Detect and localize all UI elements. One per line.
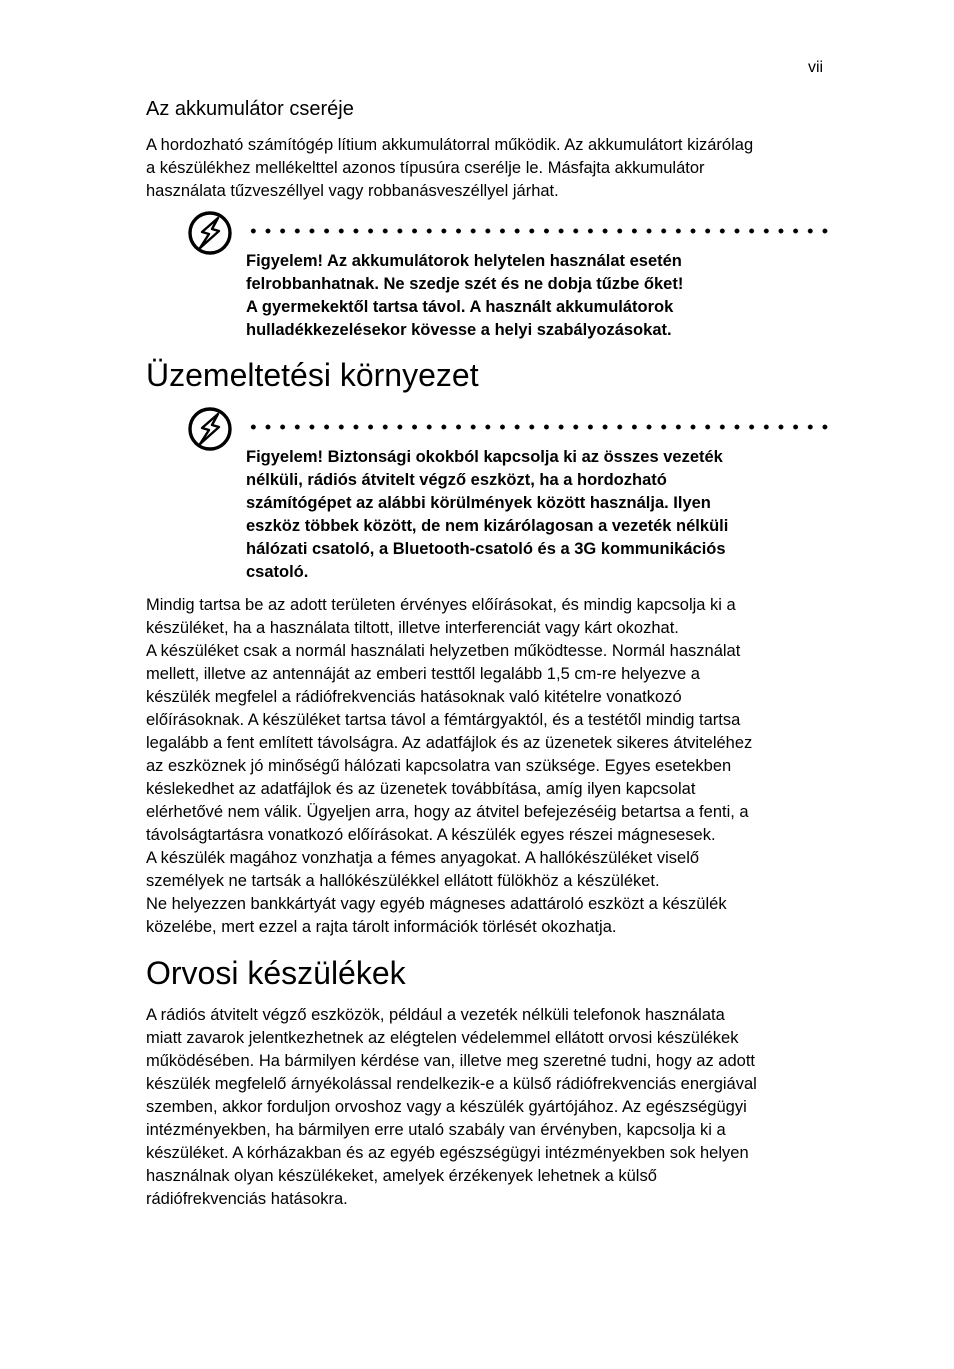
paragraph-line: készüléket. A kórházakban és az egyéb egészségügyi intézményekben sok helyen	[146, 1144, 749, 1162]
warning-line: hulladékkezelésekor kövesse a helyi szabályozásokat.	[246, 321, 672, 339]
battery-paragraph	[146, 134, 836, 203]
paragraph-line: a készülékhez mellékelttel azonos típusúra cserélje le. Másfajta akkumulátor	[146, 159, 705, 177]
paragraph-line: működésében. Ha bármilyen kérdése van, illetve meg szeretné tudni, hogy az adott	[146, 1052, 756, 1070]
paragraph-line: közelébe, mert ezzel a rajta tárolt információk törlését okozhatja.	[146, 918, 617, 936]
medical-devices-paragraph	[146, 1004, 836, 1211]
paragraph-line: rádiófrekvenciás hatásokra.	[146, 1190, 348, 1208]
operating-environment-paragraph	[146, 594, 836, 939]
paragraph-line: legalább a fent említett távolságra. Az adatfájlok és az üzenetek sikeres átviteléhez	[146, 734, 753, 752]
paragraph-line: késlekedhet az adatfájlok és az üzenetek továbbítása, amíg ilyen kapcsolat	[146, 780, 696, 798]
warning-divider	[246, 228, 832, 234]
operating-environment-heading: Üzemeltetési környezet	[146, 357, 479, 393]
warning-line: Figyelem! Biztonsági okokból kapcsolja ki az összes vezeték	[246, 448, 723, 466]
warning-line: Figyelem! Az akkumulátorok helytelen használat esetén	[246, 252, 682, 270]
warning-line: csatoló.	[246, 563, 309, 581]
medical-devices-heading: Orvosi készülékek	[146, 955, 406, 991]
paragraph-line: A rádiós átvitelt végző eszközök, például a vezeték nélküli telefonok használata	[146, 1006, 725, 1024]
warning-line: eszköz többek között, de nem kizárólagosan a vezeték nélküli	[246, 517, 729, 535]
warning-line: felrobbanhatnak. Ne szedje szét és ne dobja tűzbe őket!	[246, 275, 684, 293]
paragraph-line: szemben, akkor forduljon orvoshoz vagy a készülék gyártójához. Az egészségügyi	[146, 1098, 747, 1116]
warning-line: nélküli, rádiós átvitelt végző eszközt, ha a hordozható	[246, 471, 667, 489]
warning-line: A gyermekektől tartsa távol. A használt akkumulátorok	[246, 298, 674, 316]
page-number: vii	[808, 59, 824, 76]
warning-line: számítógépet az alábbi körülmények között használja. Ilyen	[246, 494, 711, 512]
paragraph-line: előírásoknak. A készüléket tartsa távol a fémtárgyaktól, és a testétől mindig tartsa	[146, 711, 741, 729]
paragraph-line: A készüléket csak a normál használati helyzetben működtesse. Normál használat	[146, 642, 741, 660]
paragraph-line: miatt zavarok jelentkezhetnek az elégtelen védelemmel ellátott orvosi készülékek	[146, 1029, 739, 1047]
paragraph-line: használnak olyan készülékeket, amelyek érzékenyek lehetnek a külső	[146, 1167, 657, 1185]
paragraph-line: mellett, illetve az antennáját az emberi testtől legalább 1,5 cm-re helyezve a	[146, 665, 700, 683]
battery-heading: Az akkumulátor cseréje	[146, 98, 354, 120]
warning-line: hálózati csatoló, a Bluetooth-csatoló és a 3G kommunikációs	[246, 540, 726, 558]
paragraph-line: készüléket, ha a használata tiltott, illetve interferenciát vagy kárt okozhat.	[146, 619, 679, 637]
operating-environment-warning	[246, 446, 836, 584]
paragraph-line: A hordozható számítógép lítium akkumulátorral működik. Az akkumulátort kizárólag	[146, 136, 754, 154]
paragraph-line: az eszköznek jó minőségű hálózati kapcsolatra van szüksége. Egyes esetekben	[146, 757, 732, 775]
paragraph-line: Mindig tartsa be az adott területen érvényes előírásokat, és mindig kapcsolja ki a	[146, 596, 736, 614]
warning-lightning-icon	[187, 210, 233, 256]
paragraph-line: elérhetővé nem válik. Ügyeljen arra, hogy az átvitel befejezéséig betartsa a fenti, a	[146, 803, 749, 821]
warning-lightning-icon	[187, 406, 233, 452]
warning-divider	[246, 424, 832, 430]
paragraph-line: A készülék magához vonzhatja a fémes anyagokat. A hallókészüléket viselő	[146, 849, 700, 867]
paragraph-line: intézményekben, ha bármilyen erre utaló szabály van érvényben, kapcsolja ki a	[146, 1121, 726, 1139]
paragraph-line: Ne helyezzen bankkártyát vagy egyéb mágneses adattároló eszközt a készülék	[146, 895, 727, 913]
paragraph-line: készülék megfelel a rádiófrekvenciás hatásoknak való kitételre vonatkozó	[146, 688, 682, 706]
paragraph-line: személyek ne tartsák a hallókészülékkel ellátott fülökhöz a készüléket.	[146, 872, 660, 890]
paragraph-line: készülék megfelelő árnyékolással rendelkezik-e a külső rádiófrekvenciás energiával	[146, 1075, 757, 1093]
battery-warning	[246, 250, 836, 342]
paragraph-line: távolságtartásra vonatkozó előírásokat. A készülék egyes részei mágnesesek.	[146, 826, 716, 844]
paragraph-line: használata tűzveszéllyel vagy robbanásveszéllyel járhat.	[146, 182, 559, 200]
